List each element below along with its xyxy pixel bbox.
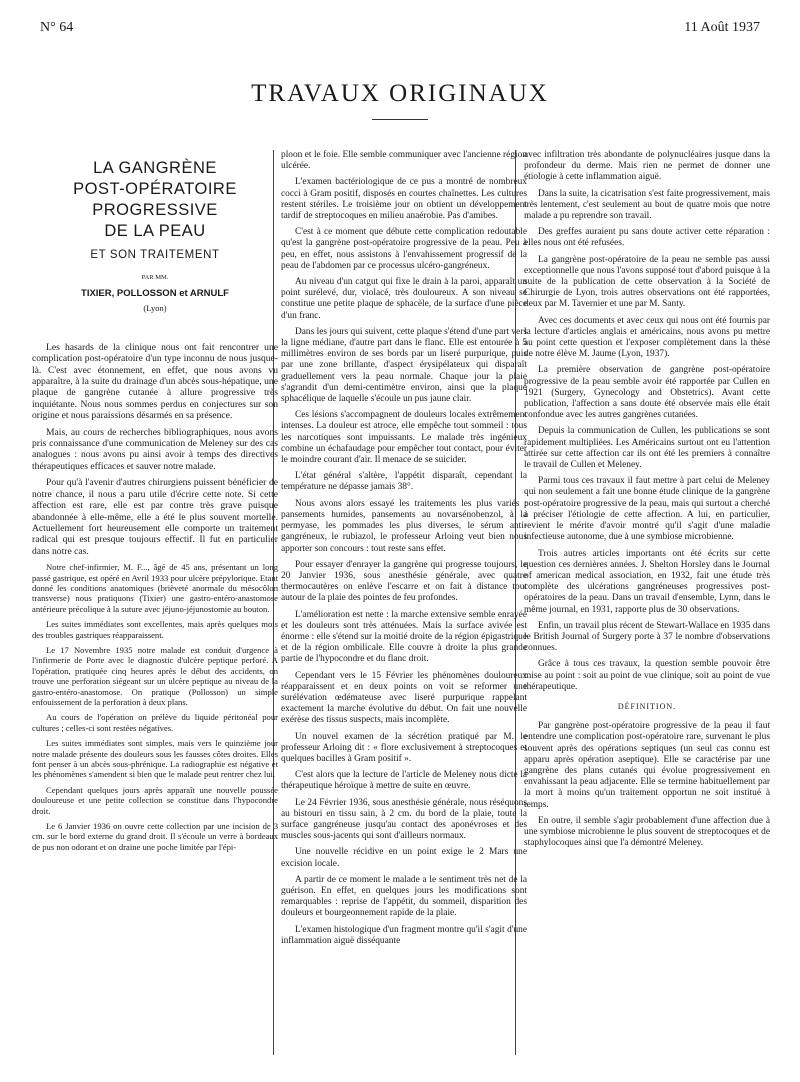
paragraph: L'examen histologique d'un fragment montre qu'il s'agit d'une inflammation aiguë disséquante xyxy=(281,924,527,946)
article-affiliation: (Lyon) xyxy=(143,302,167,313)
column-3 xyxy=(524,150,770,854)
issue-date: 11 Août 1937 xyxy=(684,20,760,35)
page-header xyxy=(40,20,760,40)
paragraph: Depuis la communication de Cullen, les publications se sont rapidement multipliées. Les Américains surtout ont eu l'attention attirée sur cette affection car ils ont été les premiers à connaître le travail de Cullen et Meleney. xyxy=(524,426,770,471)
article-subtitle: ET SON TRAITEMENT xyxy=(90,249,220,261)
article-authors: TIXIER, POLLOSSON et ARNULF xyxy=(81,288,229,300)
paragraph: Enfin, un travail plus récent de Stewart-Wallace en 1935 dans le British Journal of Surgery porte à 37 le nombre d'observations connues. xyxy=(524,620,770,654)
paragraph: Cependant vers le 15 Février les phénomènes douloureux réapparaissent et en deux points on voit se reformer une surélévation œdémateuse avec liseré purpurique rappelant exactement la marche évolutive du début. On fait une nouvelle exérèse des tissus suspects, mais incomplète. xyxy=(281,670,527,726)
column-1 xyxy=(32,150,278,857)
column-1-body xyxy=(32,342,278,852)
paragraph: Au cours de l'opération on prélève du liquide péritonéal pour cultures ; celles-ci sont restées négatives. xyxy=(32,712,278,733)
paragraph: Mais, au cours de recherches bibliographiques, nous avons pris connaissance d'une communication de Meleney sur des cas analogues : nous avons pu ainsi avoir à temps des directives thérapeutiques efficaces et sauver notre malade. xyxy=(32,426,278,472)
paragraph: Les suites immédiates sont excellentes, mais après quelques mois des troubles gastriques réapparaissent. xyxy=(32,619,278,640)
paragraph: Pour essayer d'enrayer la gangrène qui progresse toujours, le 20 Janvier 1936, sous anesthésie générale, avec quatre thermocautères on enlève l'escarre et on fait à distance tout autour de la plaie des pointes de feu profondes. xyxy=(281,559,527,604)
paragraph: Dans les jours qui suivent, cette plaque s'étend d'une part vers la ligne médiane, d'autre part dans le flanc. Elle est entourée à 5 millimètres environ de ses bords par un liseré purpurique, puis par une zone brillante, d'aspect érysipélateux qui disparaît graduellement vers la peau normale. Chaque jour la plaie s'agrandit d'un demi-centimètre environ, ainsi que la plaque sphacélique de laquelle s'écoule un pus jaune clair. xyxy=(281,326,527,405)
paragraph: En outre, il semble s'agir probablement d'une affection due à une symbiose microbienne le plus souvent de streptocoques et de staphylocoques ainsi que l'a démontré Meleney. xyxy=(524,815,770,849)
paragraph: L'examen bactériologique de ce pus a montré de nombreux cocci à Gram positif, disposés en courtes chaînettes. Les cultures restent stériles. Le troisième jour on obtient un développement tardif de streptocoques en milieu anaérobie. Pas d'amibes. xyxy=(281,177,527,222)
paragraph: Nous avons alors essayé les traitements les plus variés : pansements humides, pansements au novarsénobenzol, à la permyase, les pommades les plus diverses, le sérum anti-gangréneux, le rubiazol, le professeur Arloing veut bien nous apporter son concours : tout reste sans effet. xyxy=(281,498,527,554)
column-2 xyxy=(281,150,527,952)
section-title: TRAVAUX ORIGINAUX xyxy=(251,80,549,107)
paragraph: Les hasards de la clinique nous ont fait rencontrer une complication post-opératoire d'un type inconnu de nous jusque-là. C'est avec étonnement, en effet, que nous avons vu apparaître, à la suite du drainage d'un abcès sous-hépatique, une plaque de gangrène cutanée à allure progressive très inquiétante. Nous nous sommes perdus en conjectures sur son origine et nous paraissions désarmés en sa présence. xyxy=(32,341,278,422)
paragraph: Ces lésions s'accompagnent de douleurs locales extrêmement intenses. La douleur est atroce, elle empêche tout sommeil : tous les narcotiques sont impuissants. Le malade très ingénieux combine un échafaudage pour empêcher tout contact, pour éviter le moindre courant d'air. Il menace de se suicider. xyxy=(281,410,527,466)
paragraph: Pour qu'à l'avenir d'autres chirurgiens puissent bénéficier de notre chance, il nous a paru utile d'écrire cette note. Si cette affection est rare, elle est par contre très grave puisque abandonnée à elle-même, elle a été le plus souvent mortelle. Actuellement fort heureusement elle comporte un traitement radical qui est presque toujours effectif. Il fut en particulier dans notre cas. xyxy=(32,477,278,557)
paragraph: L'amélioration est nette : la marche extensive semble enrayée et les douleurs sont très atténuées. Mais la surface avivée est énorme : elle s'étend sur la moitié droite de la région épigastrique et de la région ombilicale. Elle couvre à droite la plus grande partie de l'hypocondre et du flanc droit. xyxy=(281,609,527,665)
title-divider xyxy=(372,119,428,120)
paragraph: Le 24 Février 1936, sous anesthésie générale, nous réséquons au bistouri en tissu sain, à 2 cm. du bord de la plaie, toute la surface gangréneuse jusqu'au contact des aponévroses et des muscles sous-jacents qui sont d'ailleurs normaux. xyxy=(281,797,527,842)
paragraph: Un nouvel examen de la sécrétion pratiqué par M. le professeur Arloing dit : « flore exclusivement à streptocoques et quelques bacilles à Gram positif ». xyxy=(281,731,527,764)
paragraph: Cependant quelques jours après apparaît une nouvelle poussée douloureuse et une petite collection se constitue dans l'hypocondre droit. xyxy=(32,784,278,816)
paragraph: A partir de ce moment le malade a le sentiment très net de la guérison. En effet, en quelques jours les modifications sont remarquables : reprise de l'appétit, du sommeil, disparition des douleurs et bourgeonnement rapide de la plaie. xyxy=(281,874,527,919)
paragraph: C'est à ce moment que débute cette complication redoutable qu'est la gangrène post-opératoire progressive de la peau. Peu à peu, en effet, nous assistons à l'envahissement progressif de la peau de l'abdomen par ce processus ulcéro-gangréneux. xyxy=(281,227,527,271)
section-heading-definition: DÉFINITION. xyxy=(617,701,677,711)
paragraph: C'est alors que la lecture de l'article de Meleney nous dicte la thérapeutique héroïque à mettre de suite en œuvre. xyxy=(281,770,527,792)
paragraph: ploon et le foie. Elle semble communiquer avec l'ancienne région ulcérée. xyxy=(281,150,527,172)
paragraph: Notre chef-infirmier, M. F..., âgé de 45 ans, présentant un long passé gastrique, est opéré en Avril 1933 pour ulcère prépylorique. Etant donné les conditions anatomiques (brièveté anormale du mésocôlon transverse) nous pratiquons (Tixier) une gastro-entéro-anastomose antérieure précolique à la suture avec jéjuno-jéjunostomie au bouton. xyxy=(32,562,278,614)
paragraph: Avec ces documents et avec ceux qui nous ont été fournis par la lecture d'articles anglais et américains, nous avons pu mettre au point cette question et l'exposer complètement dans la thèse de notre élève M. Jaume (Lyon, 1937). xyxy=(524,315,770,360)
paragraph: Trois autres articles importants ont été écrits sur cette question ces dernières années. J. Shelton Horsley dans le Journal of american medical association, en 1932, fait une étude très complète des ulcérations gangréneuses progressives post-opératoires de la peau. Dans un travail d'ensemble, Lynn, dans le même journal, en 1931, rapporte plus de 30 observations. xyxy=(524,548,770,615)
paragraph: Par gangrène post-opératoire progressive de la peau il faut entendre une complication post-opératoire rare, survenant le plus souvent après des opérations septiques (un seul cas connu est apparu après opération aseptique). Elle se caractérise par une gangrène des plans cutanés qui évolue progressivement en envahissant la peau adjacente. Elle se termine habituellement par la mort à moins qu'un traitement opportun ne soit institué à temps. xyxy=(524,721,770,810)
paragraph: La gangrène post-opératoire de la peau ne semble pas aussi exceptionnelle que nous l'avons supposé tout d'abord puisque à la suite de la publication de cette observation à la Société de Chirurgie de Lyon, trois autres observations ont été rapportées, deux par M. Tavernier et une par M. Santy. xyxy=(524,254,770,310)
paragraph: Les suites immédiates sont simples, mais vers le quinzième jour notre malade présente des douleurs sous les fausses côtes droites. Elles font penser à un abcès sous-phrénique. La radiographie est négative et les phénomènes s'amendent si bien que le malade peut rentrer chez lui. xyxy=(32,738,278,780)
article-title: LA GANGRÈNE POST-OPÉRATOIRE PROGRESSIVE DE LA PEAU xyxy=(73,159,237,240)
paragraph: Le 6 Janvier 1936 on ouvre cette collection par une incision de 3 cm. sur le bord externe du grand droit. Il s'écoule un verre à bordeaux de pus non odorant et on draine une poche limitée par l'épi- xyxy=(32,821,278,852)
paragraph: avec infiltration très abondante de polynucléaires jusque dans la profondeur du derme. Mais rien ne permet de donner une étiologie à cette inflammation aiguë. xyxy=(524,150,770,183)
paragraph: Une nouvelle récidive en un point exige le 2 Mars une excision locale. xyxy=(281,847,527,869)
paragraph: L'état général s'altère, l'appétit disparaît, cependant la température ne dépasse jamais 38°. xyxy=(281,471,527,493)
paragraph: Grâce à tous ces travaux, la question semble pouvoir être mise au point : soit au point de vue clinique, soit au point de vue thérapeutique. xyxy=(524,659,770,692)
paragraph: Des greffes auraient pu sans doute activer cette réparation : elles nous ont été refusées. xyxy=(524,227,770,249)
issue-number: N° 64 xyxy=(40,20,74,35)
paragraph: Le 17 Novembre 1935 notre malade est conduit d'urgence à l'infirmerie de Porte avec le diagnostic d'ulcère peptique perforé. A l'opération, pratiquée cinq heures après le début des accidents, on trouve une perforation siégeant sur un ulcère peptique au niveau de la gastro-entéro-anastomose. On pratique (Pollosson) un simple enfouissement de la perforation à deux plans. xyxy=(32,644,278,707)
paragraph: Dans la suite, la cicatrisation s'est faite progressivement, mais très lentement, c'est seulement au bout de quatre mois que notre malade a pu reprendre son travail. xyxy=(524,188,770,222)
paragraph: La première observation de gangrène post-opératoire progressive de la peau semble avoir été rapportée par Cullen en 1921 (Surgery, Gynecology and Obstetrics). Avant cette publication, l'affection a sans doute été observée mais elle était confondue avec les autres gangrènes cutanées. xyxy=(524,365,770,421)
paragraph: Au niveau d'un catgut qui fixe le drain à la paroi, apparaît un point surélevé, dur, violacé, très douloureux. A son niveau se constitue une petite plaque de sphacèle, de la surface d'une pièce d'un franc. xyxy=(281,277,527,321)
paragraph: Parmi tous ces travaux il faut mettre à part celui de Meleney qui non seulement a fait une bonne étude clinique de la gangrène post-opératoire progressive de la peau, mais qui surtout a cherché à préciser l'étiologie de cette affection. A lui, en particulier, revient le mérite d'avoir montré qu'il s'agit d'une maladie infectieuse autonome, due à une symbiose microbienne. xyxy=(524,476,770,543)
authors-prefix: PAR MM. xyxy=(141,274,169,282)
